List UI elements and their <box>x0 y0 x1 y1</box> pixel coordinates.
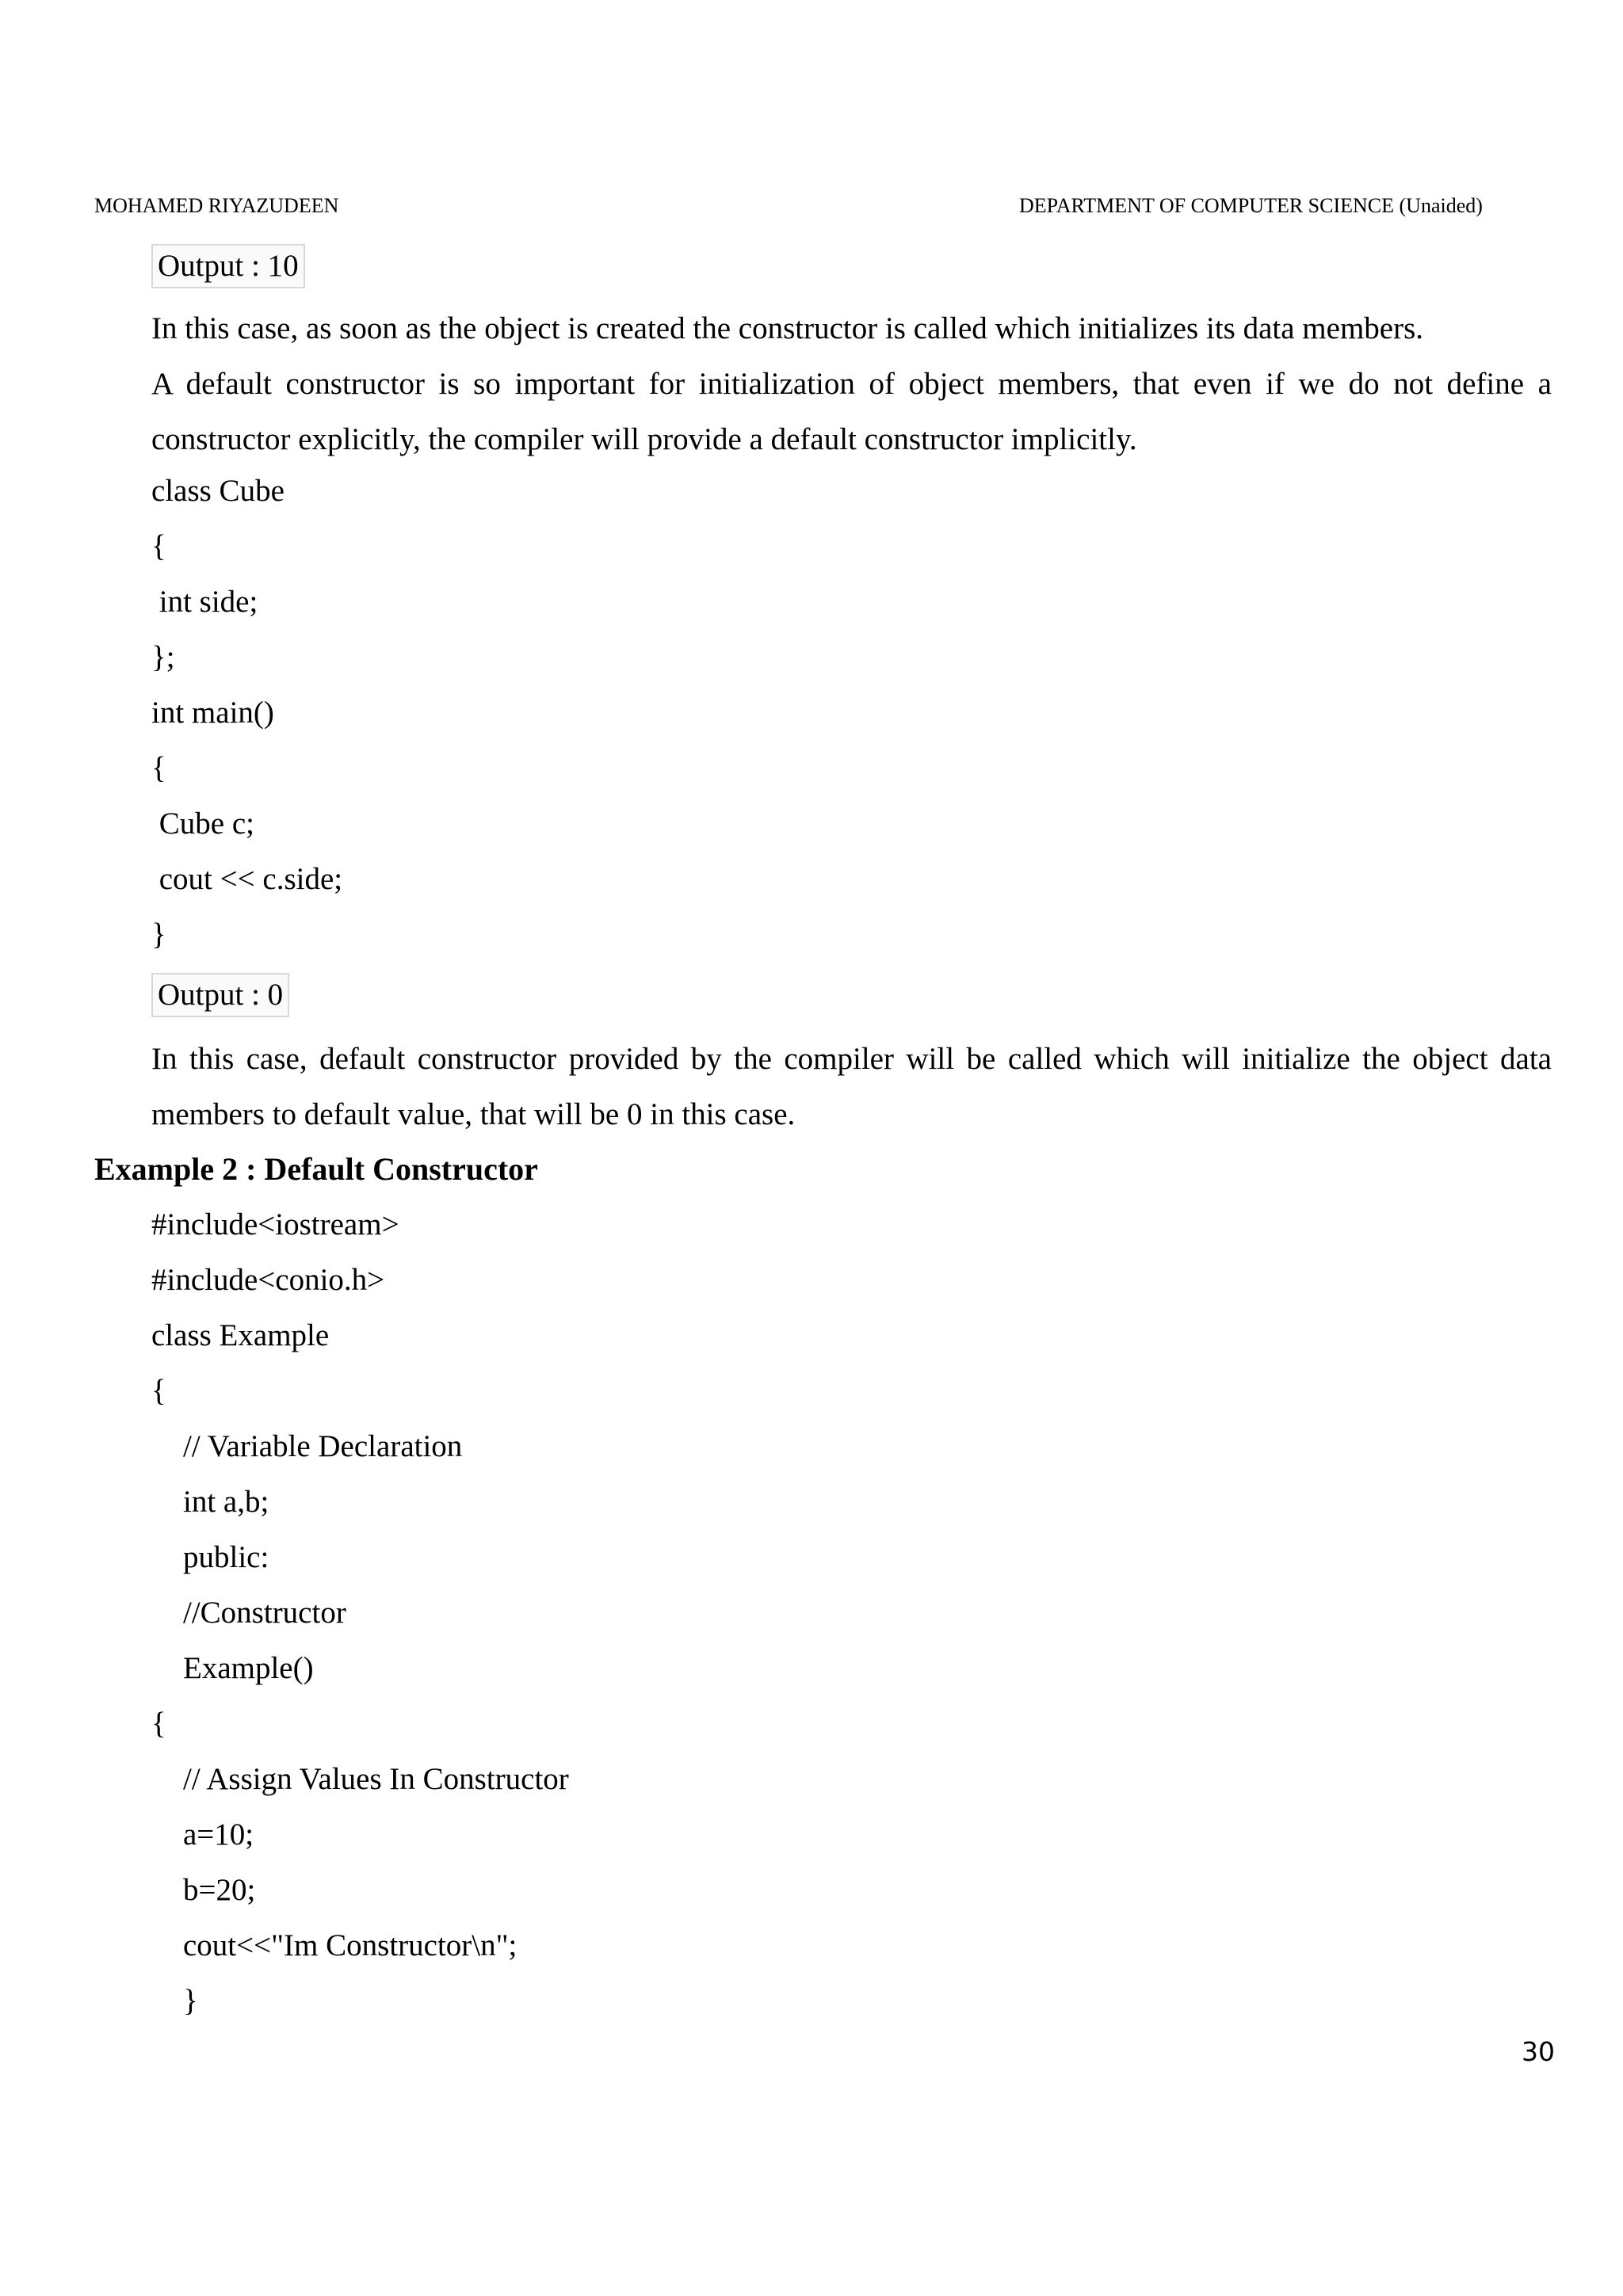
code-line: Example() <box>183 1651 314 1685</box>
code-line: // Assign Values In Constructor <box>183 1762 569 1796</box>
code-line: class Cube <box>151 474 285 508</box>
code-line: Cube c; <box>151 807 254 841</box>
section-heading: Example 2 : Default Constructor <box>94 1151 538 1187</box>
code-line: { <box>151 751 166 785</box>
page-number: 30 <box>1522 2036 1555 2067</box>
code-line: //Constructor <box>183 1596 346 1630</box>
code-line: class Example <box>151 1318 330 1352</box>
code-line: { <box>151 1707 166 1741</box>
paragraph-3: In this case, default constructor provided by the compiler will be called which will initialize the object data members to default value, that will be 0 in this case. <box>151 1042 1552 1131</box>
code-line: } <box>151 917 166 952</box>
header-author: MOHAMED RIYAZUDEEN <box>94 194 339 217</box>
header-department: DEPARTMENT OF COMPUTER SCIENCE (Unaided) <box>1019 194 1483 217</box>
code-line: #include<conio.h> <box>151 1263 385 1297</box>
code-line: // Variable Declaration <box>183 1429 463 1463</box>
code-line: a=10; <box>183 1817 254 1852</box>
code-line: b=20; <box>183 1873 256 1907</box>
code-line: } <box>183 1984 198 2018</box>
paragraph-2: A default constructor is so important for initialization of object members, that even if we do not define a constructor explicitly, the compiler will provide a default constructor implicitly. <box>151 367 1552 456</box>
paragraph-1: In this case, as soon as the object is created the constructor is called which initializes its data members. <box>151 311 1423 345</box>
code-line: }; <box>151 640 175 674</box>
code-line: { <box>151 529 166 563</box>
code-line: int main() <box>151 696 274 730</box>
output-box-1: Output : 10 <box>151 244 305 288</box>
code-line: public: <box>183 1540 269 1574</box>
code-line: int a,b; <box>183 1485 269 1519</box>
code-line: #include<iostream> <box>151 1207 399 1241</box>
code-line: cout << c.side; <box>151 862 343 896</box>
code-line: { <box>151 1374 166 1408</box>
output-box-2: Output : 0 <box>151 973 289 1017</box>
code-line: int side; <box>151 585 258 619</box>
code-line: cout<<"Im Constructor\n"; <box>183 1928 517 1962</box>
